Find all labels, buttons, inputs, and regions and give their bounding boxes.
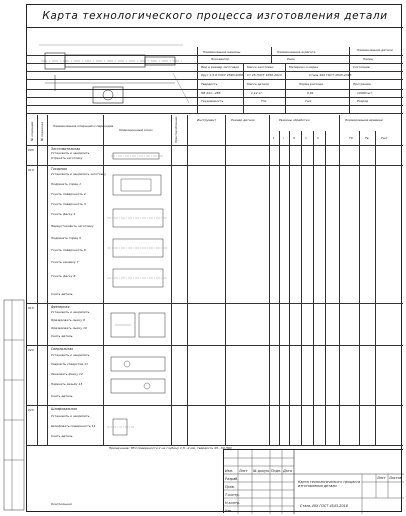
stamp-role: Н.контр. <box>225 501 241 505</box>
stamp-col-change: Изм. <box>225 469 233 473</box>
mode-col-i: i <box>283 136 284 140</box>
header-assembly-value: Рама <box>287 57 295 61</box>
stamp-role: Разраб. <box>225 477 239 481</box>
header-row3-value: НВ 241...285 <box>201 91 221 95</box>
stamp-role: Т.контр. <box>225 493 240 497</box>
op-step: Точить поверхность 3 <box>51 202 86 206</box>
op-step: Сверлить отверстие 11 <box>51 362 89 366</box>
stamp-col-date: Дата <box>283 469 292 473</box>
header-row4-label: Тшт <box>305 99 312 103</box>
header-row4-label: Тпз <box>261 99 267 103</box>
table-col-divider <box>279 131 280 445</box>
stamp-material: Сталь 40Х ГОСТ 4543-2016 <box>300 504 348 508</box>
op-step: Установить и закрепить <box>51 151 90 155</box>
stamp-sheet-label: Лист <box>377 476 386 480</box>
part-drawing <box>33 31 193 111</box>
header-row3-value: 0,91 <box>307 91 314 95</box>
table-col-divider <box>325 131 326 445</box>
header-divider <box>27 113 403 114</box>
op-step: Нарезать резьбу 13 <box>51 382 83 386</box>
title-block <box>223 449 403 513</box>
op-name: Шлифовальная <box>51 407 77 411</box>
col-head-step-num: № перехода <box>40 121 44 141</box>
header-col-divider <box>349 47 350 113</box>
op-sketch-020 <box>107 349 169 403</box>
op-step: Установить и закрепить <box>51 414 90 418</box>
op-sketch-005 <box>111 151 167 161</box>
header-row3-label: Масса детали <box>247 82 269 86</box>
stamp-col-sheet: Лист <box>239 469 248 473</box>
op-step: Снять деталь <box>51 334 73 338</box>
op-step: Фрезеровать лыску 10 <box>51 326 87 330</box>
op-number: 025 <box>28 408 34 412</box>
op-step: Подрезать торец 5 <box>51 236 82 240</box>
part-drawing-svg <box>33 31 193 111</box>
op-step: Точить канавку 7 <box>51 260 79 264</box>
col-head-size: Размер детали <box>231 118 255 122</box>
left-margin-strip <box>4 300 24 510</box>
col-head-op-num: № операции <box>30 121 34 141</box>
op-number: 015 <box>28 306 34 310</box>
operation-divider <box>27 165 403 166</box>
mode-col-t: t <box>273 136 275 140</box>
stamp-doc-title: Карта технологического процесса изготовления детали <box>298 480 361 488</box>
table-head-bottom <box>27 145 403 146</box>
bottom-note: Примечание: ТВЧ поверхности 2 на глубину 1,5...2 мм, твердость 45...50 HRC <box>109 446 233 450</box>
op-step: Подрезать торец 1 <box>51 182 82 186</box>
header-row4-label: Трудоемкость <box>201 99 224 103</box>
col-head-tool: Инструмент <box>197 118 217 122</box>
op-sketch-025 <box>107 409 169 441</box>
op-step: Фрезеровать лыску 9 <box>51 318 85 322</box>
time-col-tv: Тв <box>365 136 369 140</box>
header-row3-label: Твердость <box>201 82 218 86</box>
op-sketch-010 <box>107 169 169 299</box>
op-step: Точить поверхность 2 <box>51 192 86 196</box>
stamp-role: Утв. <box>225 509 233 513</box>
header-row2-label: Масса заготовки <box>247 65 274 69</box>
operation-divider <box>27 345 403 346</box>
header-row3-value: 1,12 кг <box>251 91 263 95</box>
header-row2-label: Материал и марка <box>289 65 319 69</box>
header-col-divider <box>197 47 198 113</box>
op-name: Фрезерная <box>51 305 70 309</box>
header-row4-label: Разряд <box>357 99 369 103</box>
mode-col-n: n <box>305 136 307 140</box>
op-step: Точить фаску 4 <box>51 212 76 216</box>
stamp-col-docnum: № докум. <box>253 469 270 473</box>
op-step: Точить поверхность 6 <box>51 248 86 252</box>
header-machine-label: Наименование машины <box>203 50 241 54</box>
op-step: Установить и закрепить заготовку <box>51 172 107 176</box>
operation-divider <box>27 405 403 406</box>
stamp-sheets-label: Листов <box>389 476 402 480</box>
header-part-value: Палец <box>363 57 373 61</box>
time-col-tsht: Тшт <box>381 136 388 140</box>
control-label: Контрольная <box>51 502 72 506</box>
op-step: Снять деталь <box>51 292 73 296</box>
table-col-divider <box>301 131 302 445</box>
op-name: Токарная <box>51 167 67 171</box>
header-row3-label: Норма расхода <box>299 82 323 86</box>
op-step: Точить фаску 8 <box>51 274 76 278</box>
col-head-sketch: Операционный эскиз <box>119 128 153 132</box>
header-part-label: Наименование детали <box>357 48 393 52</box>
op-step: Снять деталь <box>51 434 73 438</box>
drawing-sheet <box>26 4 402 512</box>
header-row2-value: Сталь 40Х ГОСТ 4543-2016 <box>309 73 352 77</box>
col-head-modes: Режимы обработки <box>279 118 310 122</box>
header-col-divider <box>243 63 244 113</box>
op-step: Снять деталь <box>51 394 73 398</box>
table-col-divider <box>359 131 360 445</box>
operation-divider <box>27 303 403 304</box>
table-col-divider <box>375 131 376 445</box>
op-step: Установить и закрепить <box>51 310 90 314</box>
header-machine-value: Экскаватор <box>211 57 230 61</box>
col-head-op-names: Наименование операций и переходов <box>53 124 114 128</box>
header-row3-value: 10000 шт. <box>357 91 373 95</box>
op-number: 010 <box>28 168 34 172</box>
header-col-divider <box>285 63 286 113</box>
document-title: Карта технологического процесса изготовления детали <box>27 5 403 28</box>
col-head-timing: Нормирование времени <box>345 118 383 122</box>
op-name: Заготовительная <box>51 147 81 151</box>
header-row3-label: Программа <box>353 82 371 86</box>
time-col-to: Т0 <box>349 136 353 140</box>
table-col-divider <box>313 131 314 445</box>
header-row2-value: Ст 45 ГОСТ 1050-2013 <box>247 73 282 77</box>
op-name: Сверлильная <box>51 347 74 351</box>
header-row2-value: Круг 1.5.6 ГОСТ 2590-2006 <box>201 73 244 77</box>
stamp-col-sign: Подп. <box>271 469 282 473</box>
op-step: Зенковать фаску 12 <box>51 372 83 376</box>
op-step: Шлифовать поверхность 14 <box>51 424 96 428</box>
op-sketch-015 <box>107 307 169 343</box>
header-assembly-label: Наименование агрегата <box>277 50 316 54</box>
op-step: Переустановить заготовку <box>51 224 94 228</box>
op-number: 005 <box>28 148 34 152</box>
table-col-divider <box>289 131 290 445</box>
mode-col-v: V <box>317 136 320 140</box>
op-step: Отрезать заготовку <box>51 156 83 160</box>
op-step: Установить и закрепить <box>51 353 90 357</box>
header-col-divider <box>271 47 272 63</box>
col-head-fixture: Приспособление <box>174 116 178 143</box>
header-row2-label: Вид и размер заготовки <box>201 65 240 69</box>
op-number: 020 <box>28 348 34 352</box>
stamp-role: Пров. <box>225 485 235 489</box>
header-row2-label: Состояние <box>353 65 370 69</box>
mode-col-s: S <box>293 136 295 140</box>
